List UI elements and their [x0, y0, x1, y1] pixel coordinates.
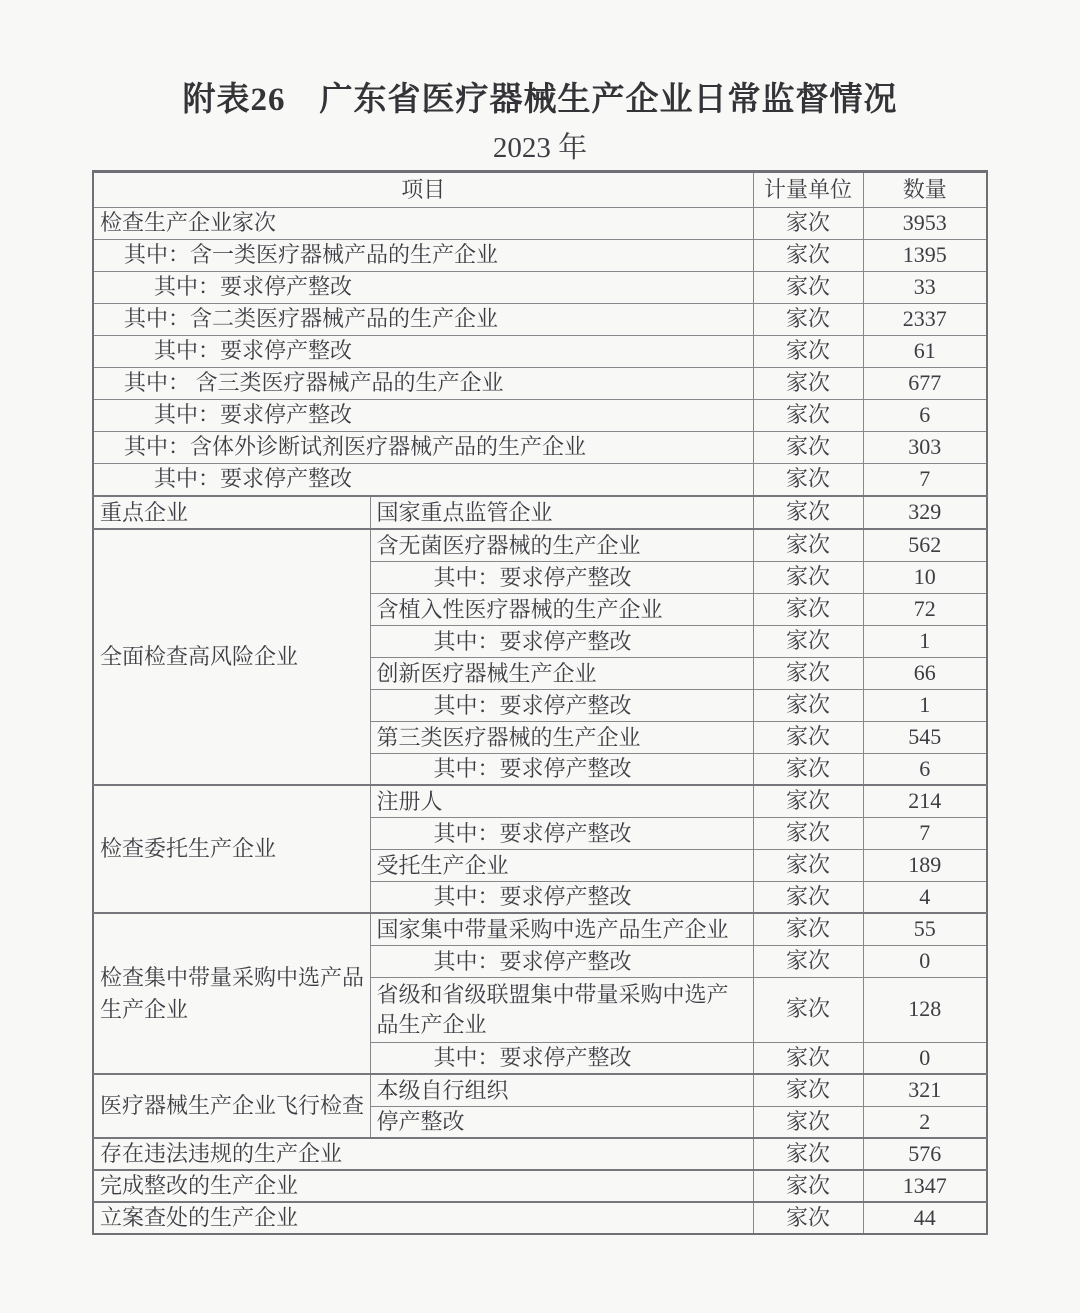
value-cell: 576 [863, 1138, 987, 1170]
header-row [93, 172, 987, 208]
item-cell: 其中：要求停产整改 [371, 561, 753, 593]
value-cell: 677 [863, 368, 987, 400]
table-row [93, 1202, 987, 1234]
item-cell: 本级自行组织 [371, 1074, 753, 1106]
unit-cell: 家次 [753, 304, 863, 336]
item-cell: 创新医疗器械生产企业 [371, 657, 753, 689]
unit-cell: 家次 [753, 272, 863, 304]
project-cell: 立案查处的生产企业 [93, 1202, 753, 1234]
value-cell: 562 [863, 529, 987, 561]
unit-cell: 家次 [753, 977, 863, 1042]
group-cell: 医疗器械生产企业飞行检查 [93, 1074, 371, 1138]
unit-cell: 家次 [753, 464, 863, 496]
project-cell: 其中：含一类医疗器械产品的生产企业 [93, 240, 753, 272]
value-cell: 329 [863, 496, 987, 530]
project-cell: 其中： 含三类医疗器械产品的生产企业 [93, 368, 753, 400]
supervision-table [92, 170, 988, 1235]
item-cell: 受托生产企业 [371, 849, 753, 881]
value-cell: 1 [863, 625, 987, 657]
group-cell: 重点企业 [93, 496, 371, 530]
unit-cell: 家次 [753, 913, 863, 945]
unit-cell: 家次 [753, 1170, 863, 1202]
value-cell: 6 [863, 753, 987, 785]
unit-cell: 家次 [753, 849, 863, 881]
table-row [93, 529, 987, 561]
page-subtitle: 2023 年 [492, 132, 588, 164]
item-cell: 停产整改 [371, 1106, 753, 1138]
item-cell: 含无菌医疗器械的生产企业 [371, 529, 753, 561]
item-cell: 其中：要求停产整改 [371, 945, 753, 977]
item-cell: 国家集中带量采购中选产品生产企业 [371, 913, 753, 945]
value-cell: 66 [863, 657, 987, 689]
value-cell: 2337 [863, 304, 987, 336]
table-row [93, 496, 987, 530]
table-row [93, 1074, 987, 1106]
group-cell: 检查集中带量采购中选产品生产企业 [93, 913, 371, 1074]
unit-cell: 家次 [753, 657, 863, 689]
value-cell: 7 [863, 817, 987, 849]
group-cell: 全面检查高风险企业 [93, 529, 371, 785]
unit-cell: 家次 [753, 1202, 863, 1234]
item-cell: 注册人 [371, 785, 753, 817]
value-cell: 10 [863, 561, 987, 593]
unit-cell: 家次 [753, 368, 863, 400]
project-cell: 其中：要求停产整改 [93, 336, 753, 368]
value-cell: 128 [863, 977, 987, 1042]
unit-cell: 家次 [753, 1138, 863, 1170]
value-cell: 321 [863, 1074, 987, 1106]
item-cell: 其中：要求停产整改 [371, 625, 753, 657]
value-cell: 0 [863, 945, 987, 977]
value-cell: 1 [863, 689, 987, 721]
unit-cell: 家次 [753, 753, 863, 785]
table-row [93, 368, 987, 400]
value-cell: 545 [863, 721, 987, 753]
value-cell: 6 [863, 400, 987, 432]
unit-cell: 家次 [753, 625, 863, 657]
value-cell: 189 [863, 849, 987, 881]
table-row [93, 464, 987, 496]
project-cell: 检查生产企业家次 [93, 208, 753, 240]
project-cell: 其中：含二类医疗器械产品的生产企业 [93, 304, 753, 336]
value-cell: 4 [863, 881, 987, 913]
table-row [93, 432, 987, 464]
unit-cell: 家次 [753, 240, 863, 272]
table-row [93, 272, 987, 304]
unit-cell: 家次 [753, 529, 863, 561]
project-cell: 完成整改的生产企业 [93, 1170, 753, 1202]
item-cell: 国家重点监管企业 [371, 496, 753, 530]
header-project: 项目 [93, 172, 753, 208]
value-cell: 2 [863, 1106, 987, 1138]
table-row [93, 400, 987, 432]
header-unit: 计量单位 [753, 172, 863, 208]
unit-cell: 家次 [753, 336, 863, 368]
table-row [93, 785, 987, 817]
value-cell: 0 [863, 1042, 987, 1074]
table-row [93, 304, 987, 336]
unit-cell: 家次 [753, 400, 863, 432]
project-cell: 其中：要求停产整改 [93, 400, 753, 432]
item-cell: 省级和省级联盟集中带量采购中选产品生产企业 [371, 977, 753, 1042]
value-cell: 214 [863, 785, 987, 817]
unit-cell: 家次 [753, 689, 863, 721]
unit-cell: 家次 [753, 945, 863, 977]
value-cell: 3953 [863, 208, 987, 240]
value-cell: 33 [863, 272, 987, 304]
value-cell: 1395 [863, 240, 987, 272]
unit-cell: 家次 [753, 785, 863, 817]
table-row [93, 240, 987, 272]
value-cell: 61 [863, 336, 987, 368]
item-cell: 其中：要求停产整改 [371, 881, 753, 913]
table-header [93, 172, 987, 208]
item-cell: 其中：要求停产整改 [371, 1042, 753, 1074]
project-cell: 存在违法违规的生产企业 [93, 1138, 753, 1170]
item-cell: 第三类医疗器械的生产企业 [371, 721, 753, 753]
header-quantity: 数量 [863, 172, 987, 208]
value-cell: 55 [863, 913, 987, 945]
item-cell: 其中：要求停产整改 [371, 753, 753, 785]
table-row [93, 336, 987, 368]
group-cell: 检查委托生产企业 [93, 785, 371, 913]
unit-cell: 家次 [753, 721, 863, 753]
value-cell: 44 [863, 1202, 987, 1234]
value-cell: 7 [863, 464, 987, 496]
unit-cell: 家次 [753, 1042, 863, 1074]
unit-cell: 家次 [753, 561, 863, 593]
unit-cell: 家次 [753, 432, 863, 464]
unit-cell: 家次 [753, 1074, 863, 1106]
table-row [93, 913, 987, 945]
table-row [93, 208, 987, 240]
project-cell: 其中：要求停产整改 [93, 272, 753, 304]
value-cell: 1347 [863, 1170, 987, 1202]
unit-cell: 家次 [753, 817, 863, 849]
item-cell: 其中：要求停产整改 [371, 689, 753, 721]
unit-cell: 家次 [753, 496, 863, 530]
unit-cell: 家次 [753, 208, 863, 240]
unit-cell: 家次 [753, 881, 863, 913]
table-body [93, 208, 987, 1235]
table-row [93, 1138, 987, 1170]
project-cell: 其中：含体外诊断试剂医疗器械产品的生产企业 [93, 432, 753, 464]
project-cell: 其中：要求停产整改 [93, 464, 753, 496]
unit-cell: 家次 [753, 1106, 863, 1138]
item-cell: 含植入性医疗器械的生产企业 [371, 593, 753, 625]
value-cell: 72 [863, 593, 987, 625]
unit-cell: 家次 [753, 593, 863, 625]
value-cell: 303 [863, 432, 987, 464]
table-row [93, 1170, 987, 1202]
item-cell: 其中：要求停产整改 [371, 817, 753, 849]
page-title: 附表26 广东省医疗器械生产企业日常监督情况 [182, 82, 898, 118]
